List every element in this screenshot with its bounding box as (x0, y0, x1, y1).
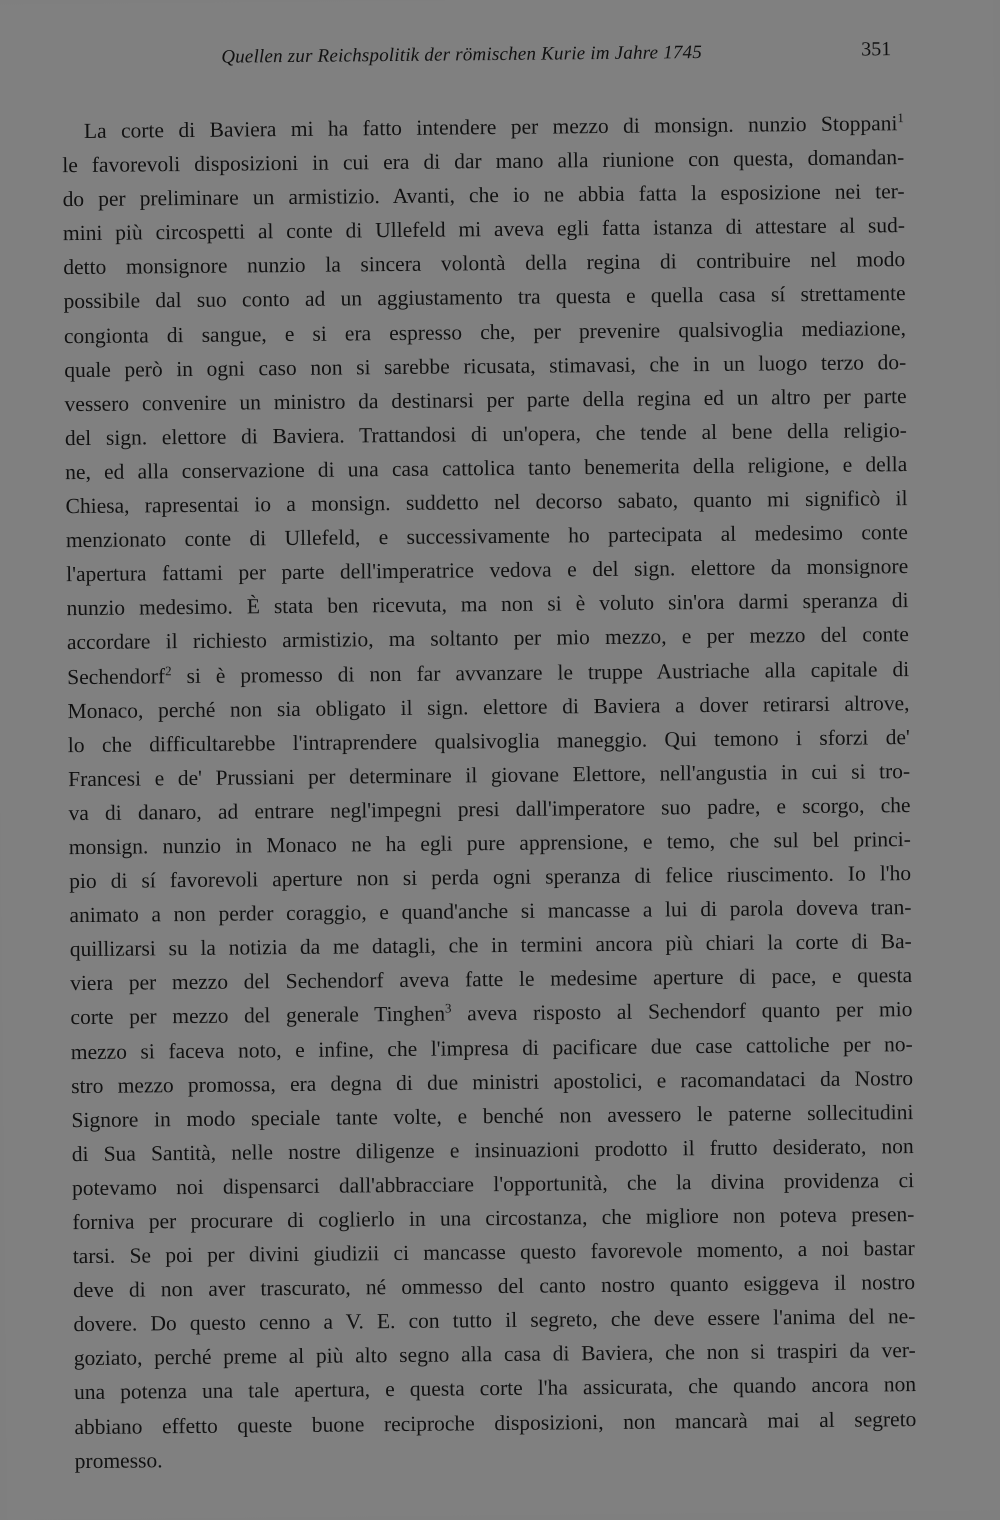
line-text: possibile dal suo conto ad un aggiustamento tra questa e quella casa sí strettamente (63, 281, 906, 314)
line-text: goziato, perché preme al più alto segno alla casa di Baviera, che non si traspiri da ver- (73, 1338, 916, 1371)
line-text: tarsi. Se poi per divini giudizii ci mancasse questo favorevole momento, a noi bastar (72, 1236, 915, 1269)
line-text: abbiano effetto queste buone reciproche disposizioni, non mancarà mai al segreto (74, 1406, 917, 1439)
line-text: viera per mezzo del Sechendorf aveva fatte le medesime aperture di pace, e questa (70, 963, 913, 996)
line-text: mezzo si faceva noto, e infine, che l'impresa di pacificare due case cattoliche per no- (70, 1031, 913, 1064)
line-text: del sign. elettore di Baviera. Trattandosi di un'opera, che tende al bene della religio- (64, 417, 907, 451)
line-text: accordare il richiesto armistizio, ma soltanto per mio mezzo, e per mezzo del conte (66, 622, 909, 655)
body-text (62, 106, 917, 1478)
line-text: Signore in modo speciale tante volte, e benché non avessero le paterne sollecitudini (71, 1099, 914, 1132)
line-text-continued: si è promesso di non far avvanzare le truppe Austriache alla capitale di (171, 656, 910, 688)
line-text: Sechendorf (67, 663, 166, 689)
line-text: Chiesa, rapresentai io a monsign. suddetto nel decorso sabato, quanto mi significò il (65, 486, 908, 519)
line-text: vessero convenire un ministro da destinarsi per parte della regina ed un altro per parte (64, 383, 907, 416)
line-text: do per preliminare un armistizio. Avanti, che io ne abbia fatta la esposizione nei ter- (62, 179, 905, 212)
running-header: Quellen zur Reichspolitik der römischen Kurie im Jahre 1745 (221, 42, 703, 68)
line-text: dovere. Do questo cenno a V. E. con tutto il segreto, che deve essere l'anima del ne- (73, 1304, 916, 1337)
line-text: va di danaro, ad entrare negl'impegni presi dall'imperatore suo padre, e scorgo, che (68, 792, 911, 826)
line-text: Francesi e de' Prussiani per determinare il giovane Elettore, nell'angustia in cui si tro- (68, 758, 911, 791)
line-text: quillizarsi su la notizia da me datagli, che in termini ancora più chiari la corte di Ba- (69, 929, 912, 962)
line-text: pio di sí favorevoli aperture non si perda ogni speranza di felice riuscimento. Io l'ho (69, 861, 912, 894)
line-text: Monaco, perché non sia obligato il sign. elettore di Baviera a dover retirarsi altrove, (67, 690, 910, 723)
line-text: di Sua Santità, nelle nostre diligenze e insinuazioni prodotto il frutto desiderato, non (71, 1133, 914, 1166)
line-text: mini più circospetti al conte di Ullefeld mi aveva egli fatta istanza di attestare al sud- (62, 213, 906, 246)
line-text: detto monsignore nunzio la sincera volontà della regina di contribuire nel modo (63, 247, 906, 280)
line-text: deve di non aver trascurato, né ommesso del canto nostro quanto esiggeva il nostro (72, 1270, 916, 1303)
line-text: stro mezzo promossa, era degna di due ministri apostolici, e racomandataci da Nostro (71, 1065, 914, 1098)
line-text: potevamo noi dispensarci dall'abbracciare l'opportunità, che la divina providenza ci (71, 1167, 915, 1201)
line-text: corte per mezzo del generale Tinghen (70, 1001, 446, 1030)
line-text: nunzio medesimo. È stata ben ricevuta, ma non si è voluto sin'ora darmi speranza di (66, 588, 909, 621)
line-text-continued: aveva risposto al Sechendorf quanto per mio (451, 997, 913, 1026)
footnote-marker: 2 (164, 662, 172, 678)
line-text: La corte di Baviera mi ha fatto intendere per mezzo di monsign. nunzio Stoppani (83, 111, 898, 143)
line-text: le favorevoli disposizioni in cui era di dar mano alla riunione con questa, domandan- (62, 145, 905, 178)
line-text: congionta di sangue, e si era espresso che, per prevenire qualsivoglia mediazione, (63, 315, 907, 348)
page-number: 351 (861, 38, 892, 61)
line-text: l'apertura fattami per parte dell'imperatrice vedova e del sign. elettore da monsignore (66, 554, 909, 587)
line-text: menzionato conte di Ullefeld, e successivamente ho partecipata al medesimo conte (65, 520, 908, 553)
line-text: lo che difficultarebbe l'intraprendere qualsivoglia maneggio. Qui temono i sforzi de' (67, 724, 910, 757)
line-text: forniva per procurare di coglierlo in una circostanza, che migliore non poteva presen- (72, 1202, 915, 1235)
line-text: una potenza una tale apertura, e questa corte l'ha assicurata, che quando ancora non (73, 1372, 917, 1405)
line-text: ne, ed alla conservazione di una casa cattolica tanto benemerita della religione, e della (65, 452, 908, 485)
line-text: monsign. nunzio in Monaco ne ha egli pure apprensione, e temo, che sul bel princi- (68, 827, 911, 860)
footnote-marker: 3 (444, 1000, 452, 1016)
line-text: promesso. (74, 1447, 163, 1473)
line-text: animato a non perder coraggio, e quand'anche si mancasse a lui di parola doveva tran- (69, 895, 912, 928)
footnote-marker: 1 (897, 110, 904, 126)
line-text: quale però in ogni caso non si sarebbe ricusata, stimavasi, che in un luogo terzo do- (64, 349, 907, 382)
